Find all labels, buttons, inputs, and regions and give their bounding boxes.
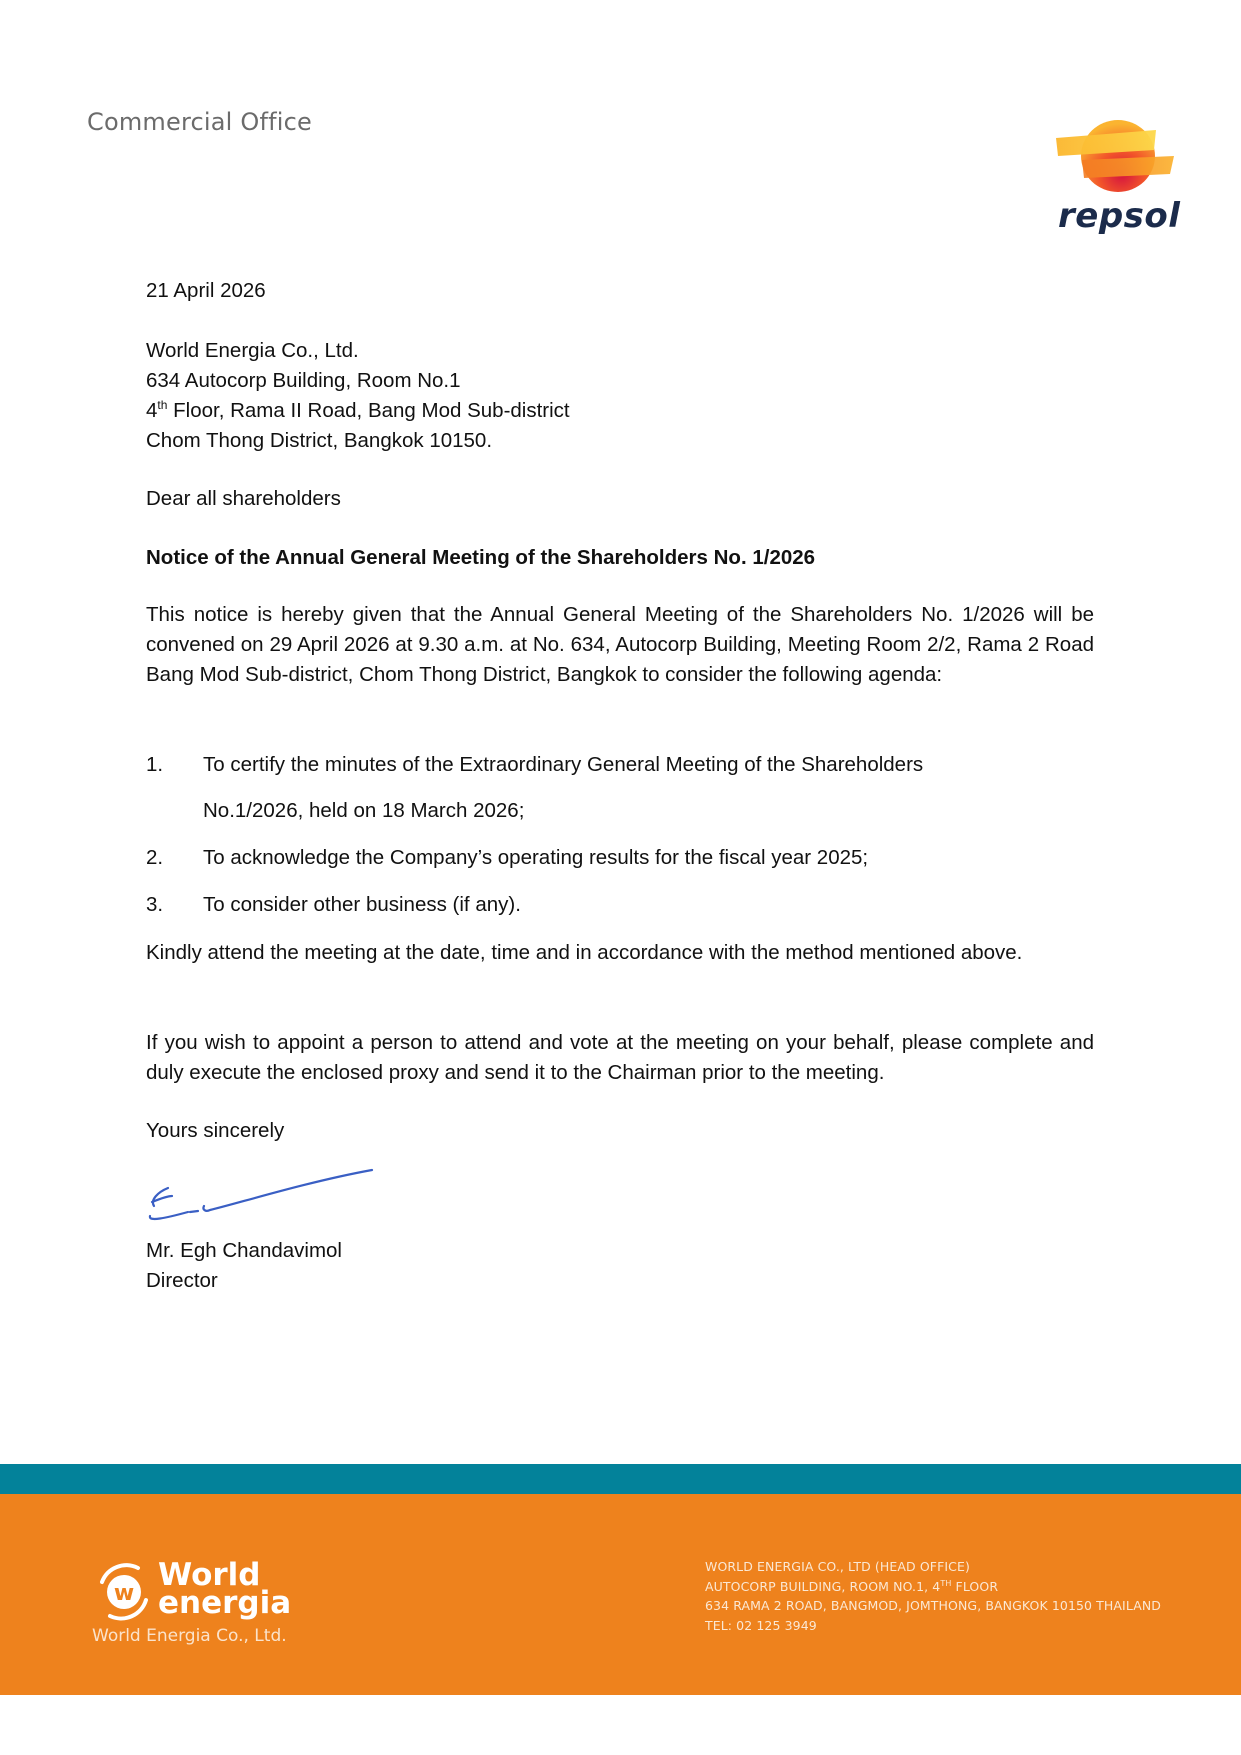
agenda-text: To consider other business (if any).: [203, 893, 521, 916]
world-energia-logo: [92, 1557, 292, 1630]
recipient-line1: 634 Autocorp Building, Room No.1: [146, 369, 461, 392]
recipient-line2: 4th Floor, Rama II Road, Bang Mod Sub-district: [146, 398, 570, 422]
attendance-paragraph: Kindly attend the meeting at the date, time and in accordance with the method mentioned above.: [146, 941, 1023, 964]
intro-paragraph: This notice is hereby given that the Annual General Meeting of the Shareholders No. 1/2026 will be convened on 29 April 2026 at 9.30 a.m. at No. 634, Autocorp Building, Meeting Room 2/2, Rama 2 Road Bang Mod Sub-district, Chom Thong District, Bangkok to consider the following agenda:: [146, 603, 1094, 686]
recipient-line3: Chom Thong District, Bangkok 10150.: [146, 429, 493, 452]
footer-address: [705, 1557, 1161, 1635]
address-line-3: 634 RAMA 2 ROAD, BANGMOD, JOMTHONG, BANGKOK 10150 THAILAND: [705, 1598, 1162, 1613]
address-line-2: AUTOCORP BUILDING, ROOM NO.1, 4TH FLOOR: [705, 1578, 999, 1594]
proxy-paragraph: If you wish to appoint a person to attend and vote at the meeting on your behalf, please complete and duly execute the enclosed proxy and send it to the Chairman prior to the meeting.: [146, 1031, 1094, 1084]
salutation: Dear all shareholders: [146, 487, 341, 510]
agenda-number: 1.: [146, 753, 164, 776]
closing: Yours sincerely: [146, 1119, 285, 1142]
address-phone: TEL: 02 125 3949: [705, 1617, 817, 1633]
logo-word-world: World: [158, 1557, 261, 1593]
agenda-continuation: No.1/2026, held on 18 March 2026;: [203, 799, 525, 822]
agenda-text: To acknowledge the Company’s operating results for the fiscal year 2025;: [203, 846, 869, 869]
logo-word-energia: energia: [158, 1585, 292, 1621]
office-label: Commercial Office: [87, 108, 312, 136]
repsol-wordmark: repsol: [1058, 196, 1181, 236]
agenda-number: 3.: [146, 893, 164, 916]
agenda-text: To certify the minutes of the Extraordinary General Meeting of the Shareholders: [203, 753, 924, 776]
address-line-1: WORLD ENERGIA CO., LTD (HEAD OFFICE): [705, 1559, 970, 1574]
svg-text:w: w: [113, 1581, 135, 1606]
agenda-number: 2.: [146, 846, 164, 869]
subject-heading: Notice of the Annual General Meeting of the Shareholders No. 1/2026: [146, 546, 816, 569]
company-tagline: World Energia Co., Ltd.: [92, 1626, 287, 1646]
world-energia-emblem-icon: [92, 1560, 156, 1624]
recipient-company: World Energia Co., Ltd.: [146, 339, 359, 362]
letter-date: 21 April 2026: [146, 279, 266, 302]
signature-icon: [146, 1160, 386, 1230]
footer-teal-band: [0, 1464, 1241, 1494]
signatory-title: Director: [146, 1269, 218, 1292]
signatory-name: Mr. Egh Chandavimol: [146, 1239, 342, 1262]
recipient-address: [146, 336, 1094, 456]
